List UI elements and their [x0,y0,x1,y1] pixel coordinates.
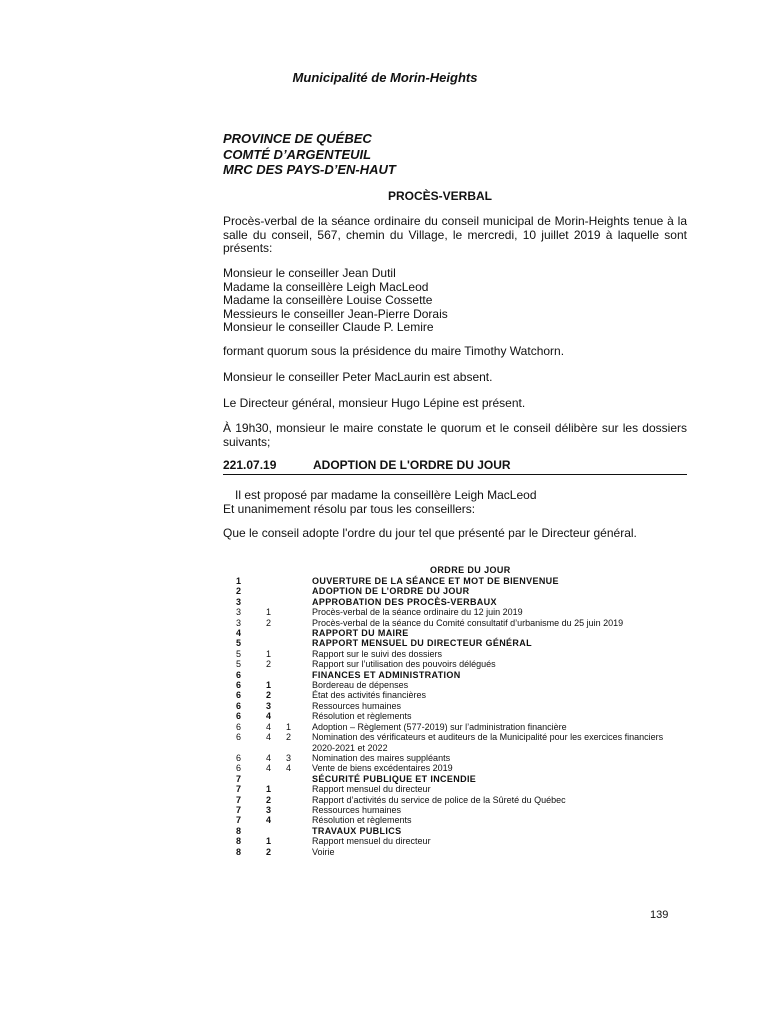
agenda-item [232,805,692,815]
municipality-header: Municipalité de Morin-Heights [292,70,478,85]
agenda-item-subsubsection [286,618,312,628]
agenda-item-section: 6 [236,700,242,711]
agenda-item-subsubsection: 2 [286,732,292,743]
agenda-item-subsection: 2 [266,846,272,857]
agenda-item-section: 3 [236,617,242,628]
agenda-item-section: 4 [236,628,242,639]
agenda-item [232,680,692,690]
agenda-item-subsubsection: 1 [286,721,292,732]
agenda-item-section: 6 [236,763,242,774]
agenda-item [232,836,692,846]
agenda-item [232,711,692,721]
agenda-list [232,576,692,857]
agenda-item-text: Vente de biens excédentaires 2019 [312,763,453,774]
agenda-item-text: ADOPTION DE L’ORDRE DU JOUR [312,586,470,597]
agenda-item-text: Procès-verbal de la séance ordinaire du 12 juin 2019 [312,607,523,618]
proposal-block [223,489,687,516]
agenda-item-section: 6 [236,669,242,680]
agenda-item [232,576,692,586]
member-item: Monsieur le conseiller Jean Dutil [223,266,396,280]
agenda-item-text: RAPPORT DU MAIRE [312,628,409,639]
agenda-item-subsubsection [286,784,312,794]
agenda-item-subsubsection [286,847,312,857]
agenda-item-section: 3 [236,596,242,607]
agenda-item [232,815,692,825]
agenda-item-section: 3 [236,607,242,618]
agenda-item-subsubsection [286,597,312,607]
agenda-item-subsubsection [286,815,312,825]
agenda-item-section: 8 [236,846,242,857]
agenda-item-subsection [266,638,286,648]
agenda-item-subsubsection [286,826,312,836]
agenda-item-text: Adoption – Règlement (577-2019) sur l’administration financière [312,721,567,732]
agenda-item-subsection: 1 [266,836,272,847]
member-item: Madame la conseillère Louise Cossette [223,293,433,307]
agenda-item-subsubsection [286,701,312,711]
resolution-heading [223,458,687,475]
agenda-item-section: 7 [236,815,242,826]
agenda-item-subsection: 2 [266,794,272,805]
agenda-item-section: 7 [236,804,242,815]
agenda-item-text: Nomination des maires suppléants [312,752,451,763]
members-list [223,267,687,335]
agenda-item-text: SÉCURITÉ PUBLIQUE ET INCENDIE [312,773,477,784]
director-paragraph: Le Directeur général, monsieur Hugo Lépine est présent. [223,396,526,410]
agenda-item-subsubsection [286,690,312,700]
agenda-item-text: État des activités financières [312,690,427,701]
agenda-item [232,649,692,659]
carried-line: Et unanimement résolu par tous les conseillers: [223,501,476,516]
agenda-item-text: Rapport d’activités du service de police de la Sûreté du Québec [312,794,566,805]
resolution-title: ADOPTION DE L'ORDRE DU JOUR [313,458,511,472]
agenda-item-text: Ressources humaines [312,804,402,815]
agenda-item-subsubsection [286,774,312,784]
agenda-item [232,628,692,638]
agenda-item-subsection: 2 [266,690,272,701]
agenda-item-subsubsection [286,638,312,648]
agenda-item-subsection: 4 [266,732,272,743]
agenda-item-subsection [266,774,286,784]
agenda-item-text: TRAVAUX PUBLICS [312,825,402,836]
province-line: PROVINCE DE QUÉBEC [223,131,372,146]
agenda-item-section: 6 [236,721,242,732]
agenda-item-subsection [266,628,286,638]
agenda-item-section: 2 [236,586,242,597]
agenda-item-section: 6 [236,752,242,763]
agenda-item-subsection [266,826,286,836]
agenda-item [232,638,692,648]
agenda-item-subsection: 1 [266,648,272,659]
agenda-item [232,586,692,596]
agenda-item-text: Bordereau de dépenses [312,680,409,691]
agenda-item-section: 1 [236,576,242,586]
agenda-item-subsection [266,586,286,596]
member-item: Messieurs le conseiller Jean-Pierre Dorais [223,306,448,321]
agenda-item-subsection: 4 [266,763,272,774]
agenda-item-text: FINANCES ET ADMINISTRATION [312,669,461,680]
agenda-item-subsection: 4 [266,752,272,763]
agenda-item [232,670,692,680]
absent-paragraph: Monsieur le conseiller Peter MacLaurin est absent. [223,370,493,384]
agenda-item [232,618,692,628]
page-number: 139 [650,909,669,921]
quorum-paragraph: formant quorum sous la présidence du maire Timothy Watchorn. [223,344,565,358]
agenda-item [232,763,692,773]
agenda-item-section: 8 [236,836,242,847]
agenda-item [232,659,692,669]
agenda-item-text: Rapport mensuel du directeur [312,836,431,847]
agenda-item-subsection: 1 [266,784,272,795]
agenda-item-subsection: 1 [266,680,272,691]
agenda-item-text: Ressources humaines [312,700,402,711]
agenda-item-text: Voirie [312,846,335,857]
agenda-item-subsubsection: 4 [286,763,292,774]
agenda-item-section: 8 [236,825,242,836]
agenda-item-subsection: 4 [266,721,272,732]
agenda-item-subsection: 4 [266,815,272,826]
agenda-item-section: 5 [236,638,242,649]
agenda-item-subsubsection [286,680,312,690]
agenda-item-subsection: 2 [266,617,272,628]
mrc-line: MRC DES PAYS-D’EN-HAUT [223,162,396,177]
agenda-item-subsection: 4 [266,711,272,722]
agenda-item-subsubsection [286,607,312,617]
agenda-item-section: 5 [236,659,242,670]
agenda-item [232,774,692,784]
province-block [223,131,396,178]
agenda-item-section: 7 [236,784,242,795]
agenda-item-subsection: 3 [266,700,272,711]
agenda-item [232,795,692,805]
opening-paragraph: À 19h30, monsieur le maire constate le quorum et le conseil délibère sur les dossiers suivants; [223,421,687,449]
agenda-item-subsubsection [286,586,312,596]
county-line: COMTÉ D’ARGENTEUIL [223,146,372,162]
agenda-item-subsection: 1 [266,607,272,618]
proces-verbal-title: PROCÈS-VERBAL [388,189,493,203]
member-item: Monsieur le conseiller Claude P. Lemire [223,320,434,334]
agenda-item-text: Nomination des vérificateurs et auditeurs de la Municipalité pour les exercices financiers 2020-2021 et 2022 [312,732,664,753]
agenda-item [232,847,692,857]
agenda-item-subsubsection [286,805,312,815]
agenda-item-subsubsection [286,795,312,805]
adoption-paragraph: Que le conseil adopte l'ordre du jour tel que présenté par le Directeur général. [223,526,637,540]
agenda-item-text: APPROBATION DES PROCÈS-VERBAUX [312,596,497,607]
agenda-item-subsection: 3 [266,804,272,815]
agenda-item-subsection [266,576,286,586]
agenda-item [232,722,692,732]
agenda-item [232,690,692,700]
agenda-item-section: 6 [236,690,242,701]
agenda-item-text: Résolution et règlements [312,711,412,722]
agenda-item [232,784,692,794]
intro-paragraph: Procès-verbal de la séance ordinaire du conseil municipal de Morin-Heights tenue à la salle du conseil, 567, chemin du Village, le mercredi, 10 juillet 2019 à laquelle sont présents: [223,214,687,255]
agenda-item-subsubsection [286,576,312,586]
agenda-item-section: 6 [236,680,242,691]
agenda-item-subsection [266,670,286,680]
agenda-item-text: Résolution et règlements [312,815,412,826]
agenda-item-subsection [266,597,286,607]
agenda-item-text: Rapport sur l’utilisation des pouvoirs délégués [312,659,496,670]
agenda-item-section: 6 [236,711,242,722]
agenda-item [232,701,692,711]
member-item: Madame la conseillère Leigh MacLeod [223,279,429,294]
agenda-item-section: 5 [236,648,242,659]
agenda-item-subsubsection [286,836,312,846]
agenda-item-section: 7 [236,794,242,805]
agenda-item-subsubsection [286,649,312,659]
agenda-item-subsection: 2 [266,659,272,670]
agenda-item-subsubsection: 3 [286,752,292,763]
agenda-item-subsubsection [286,659,312,669]
agenda-item-subsubsection [286,670,312,680]
agenda-item [232,597,692,607]
agenda-item-text: Rapport sur le suivi des dossiers [312,648,443,659]
resolution-number: 221.07.19 [223,458,277,472]
agenda-item-subsubsection [286,711,312,721]
agenda-item-text: Rapport mensuel du directeur [312,784,431,795]
proposed-by: Il est proposé par madame la conseillère Leigh MacLeod [235,488,537,502]
agenda-title: ORDRE DU JOUR [430,565,511,575]
agenda-item-section: 7 [236,773,242,784]
agenda-item-text: RAPPORT MENSUEL DU DIRECTEUR GÉNÉRAL [312,638,532,649]
agenda-item [232,826,692,836]
agenda-item-text: Procès-verbal de la séance du Comité consultatif d’urbanisme du 25 juin 2019 [312,617,624,628]
agenda-item-section: 6 [236,732,242,743]
agenda-item [232,753,692,763]
agenda-item-text: OUVERTURE DE LA SÉANCE ET MOT DE BIENVENUE [312,576,559,586]
agenda-item-subsubsection [286,628,312,638]
agenda-item [232,607,692,617]
agenda-item [232,732,692,753]
